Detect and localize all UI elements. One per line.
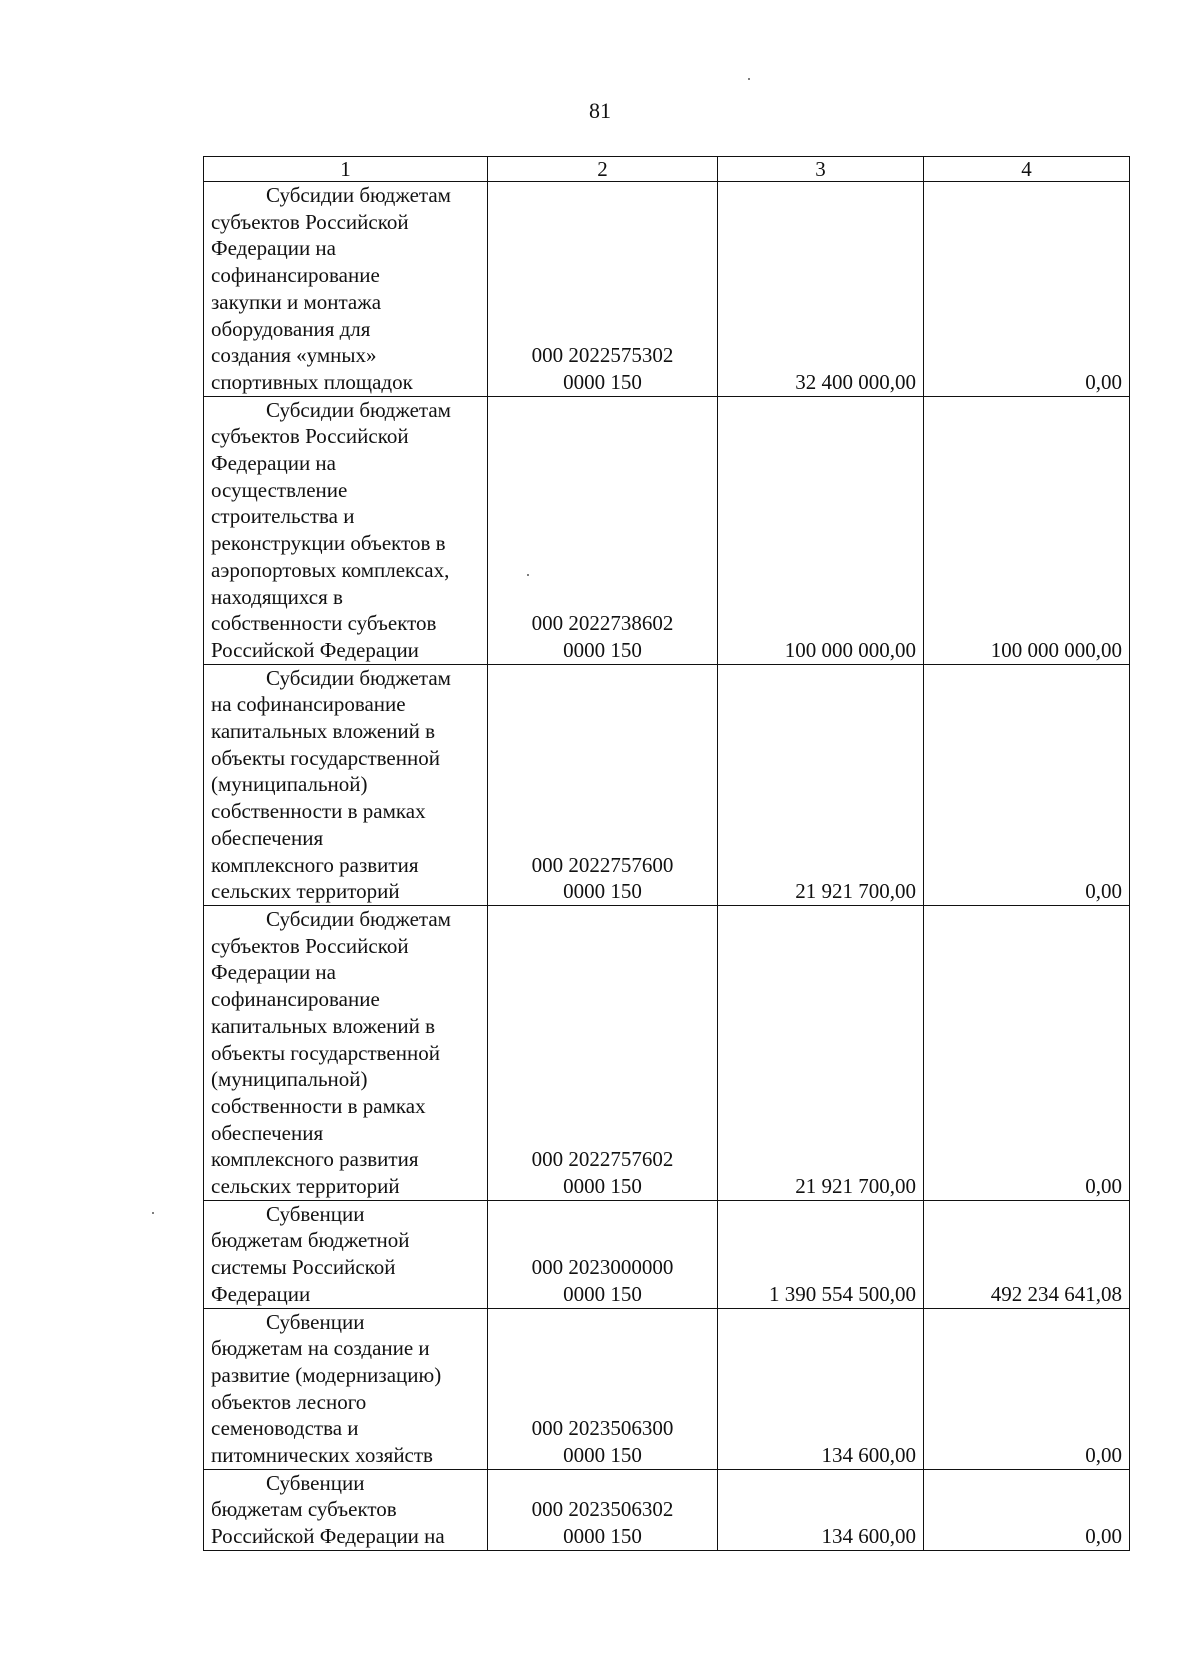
row-description-cell	[204, 905, 488, 1200]
row-code: 000 2023506300 0000 150	[488, 1308, 718, 1469]
row-plan-amount: 134 600,00	[718, 1469, 924, 1550]
row-description: Субсидии бюджетам на софинансирование капитальных вложений в объекты государственной (муниципальной) собственности в рамках обеспечения комплексного развития сельских территорий	[211, 665, 451, 904]
row-description-cell	[204, 1308, 488, 1469]
row-code: 000 2022757602 0000 150	[488, 905, 718, 1200]
row-description-cell	[204, 664, 488, 905]
row-description: Субвенции бюджетам субъектов Российской Федерации на	[211, 1470, 445, 1549]
row-description-cell	[204, 1200, 488, 1308]
table-header-row	[204, 157, 1130, 182]
row-plan-amount: 100 000 000,00	[718, 396, 924, 664]
row-code: 000 2023000000 0000 150	[488, 1200, 718, 1308]
row-description: Субвенции бюджетам бюджетной системы Российской Федерации	[211, 1201, 410, 1306]
column-header-1: 1	[204, 157, 488, 182]
budget-table	[203, 156, 1130, 1551]
row-description: Субсидии бюджетам субъектов Российской Федерации на осуществление строительства и реконструкции объектов в аэропортовых комплексах, находящихся в собственности субъектов Российской Федерации	[211, 397, 451, 662]
column-header-4: 4	[924, 157, 1130, 182]
table-row	[204, 1308, 1130, 1469]
table-row	[204, 182, 1130, 397]
row-plan-amount: 21 921 700,00	[718, 905, 924, 1200]
column-header-3: 3	[718, 157, 924, 182]
row-description-cell	[204, 182, 488, 397]
row-plan-amount: 1 390 554 500,00	[718, 1200, 924, 1308]
table-row	[204, 1200, 1130, 1308]
table-row	[204, 1469, 1130, 1550]
row-plan-amount: 134 600,00	[718, 1308, 924, 1469]
row-description: Субсидии бюджетам субъектов Российской Федерации на софинансирование закупки и монтажа оборудования для создания «умных» спортивных площадок	[211, 183, 451, 394]
page-number: 81	[589, 98, 611, 123]
row-description-cell	[204, 1469, 488, 1550]
row-code: 000 2022575302 0000 150	[488, 182, 718, 397]
row-executed-amount: 492 234 641,08	[924, 1200, 1130, 1308]
row-code: 000 2023506302 0000 150	[488, 1469, 718, 1550]
row-description: Субсидии бюджетам субъектов Российской Федерации на софинансирование капитальных вложений в объекты государственной (муниципальной) собственности в рамках обеспечения комплексного развития сельских территорий	[211, 906, 451, 1199]
scan-speck	[527, 574, 529, 576]
row-executed-amount: 0,00	[924, 664, 1130, 905]
row-code: 000 2022738602 0000 150	[488, 396, 718, 664]
scan-speck	[152, 1212, 154, 1214]
row-plan-amount: 32 400 000,00	[718, 182, 924, 397]
column-header-2: 2	[488, 157, 718, 182]
row-plan-amount: 21 921 700,00	[718, 664, 924, 905]
table-row	[204, 396, 1130, 664]
row-description-cell	[204, 396, 488, 664]
row-executed-amount: 100 000 000,00	[924, 396, 1130, 664]
row-executed-amount: 0,00	[924, 905, 1130, 1200]
row-executed-amount: 0,00	[924, 1469, 1130, 1550]
row-executed-amount: 0,00	[924, 182, 1130, 397]
table-row	[204, 905, 1130, 1200]
row-code: 000 2022757600 0000 150	[488, 664, 718, 905]
scan-speck	[748, 78, 750, 80]
table-row	[204, 664, 1130, 905]
row-description: Субвенции бюджетам на создание и развитие (модернизацию) объектов лесного семеноводства и питомнических хозяйств	[211, 1309, 442, 1468]
row-executed-amount: 0,00	[924, 1308, 1130, 1469]
